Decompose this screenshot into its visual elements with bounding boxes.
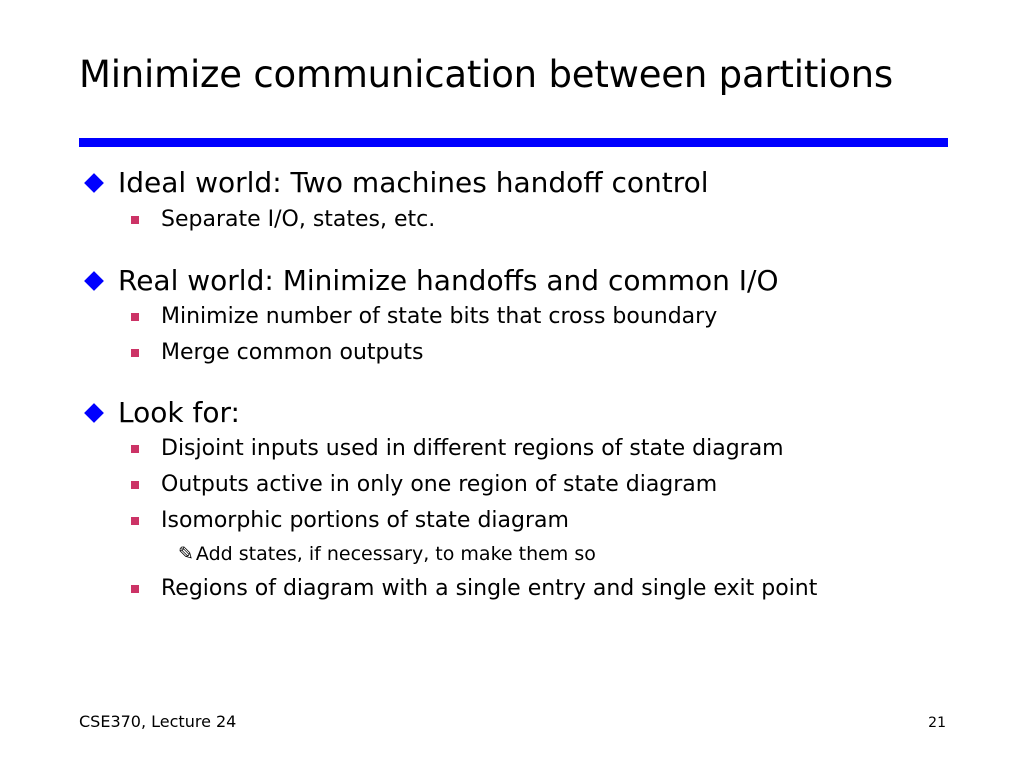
bullet-item xyxy=(82,395,240,431)
sub-bullet-item xyxy=(131,205,435,235)
diamond-bullet-icon xyxy=(84,403,104,423)
square-bullet-icon xyxy=(131,216,139,224)
sub-bullet-text: Merge common outputs xyxy=(161,340,424,365)
bullet-text: Real world: Minimize handoffs and common I/O xyxy=(118,264,779,297)
third-level-item xyxy=(178,541,596,567)
diamond-bullet-icon xyxy=(84,173,104,193)
bullet-item xyxy=(82,165,709,201)
bullet-text: Look for: xyxy=(118,396,240,429)
sub-bullet-item xyxy=(131,574,817,604)
square-bullet-icon xyxy=(131,349,139,357)
pencil-icon: ✎ xyxy=(178,543,194,565)
sub-bullet-item xyxy=(131,506,569,536)
square-bullet-icon xyxy=(131,481,139,489)
sub-bullet-text: Regions of diagram with a single entry and single exit point xyxy=(161,576,818,601)
square-bullet-icon xyxy=(131,313,139,321)
title-divider xyxy=(79,138,948,147)
third-level-text: Add states, if necessary, to make them so xyxy=(195,543,596,565)
bullet-item xyxy=(82,263,779,299)
square-bullet-icon xyxy=(131,517,139,525)
sub-bullet-item xyxy=(131,338,424,368)
sub-bullet-text: Outputs active in only one region of state diagram xyxy=(161,472,718,497)
sub-bullet-text: Disjoint inputs used in different regions of state diagram xyxy=(161,436,784,461)
slide-title: Minimize communication between partitions xyxy=(79,53,893,96)
diamond-bullet-icon xyxy=(84,271,104,291)
sub-bullet-item xyxy=(131,434,784,464)
square-bullet-icon xyxy=(131,585,139,593)
sub-bullet-text: Separate I/O, states, etc. xyxy=(161,207,436,232)
footer-page-number: 21 xyxy=(928,715,946,731)
bullet-text: Ideal world: Two machines handoff control xyxy=(118,166,709,199)
sub-bullet-text: Minimize number of state bits that cross boundary xyxy=(161,304,718,329)
square-bullet-icon xyxy=(131,445,139,453)
footer-course: CSE370, Lecture 24 xyxy=(79,712,237,731)
sub-bullet-item xyxy=(131,470,717,500)
sub-bullet-item xyxy=(131,302,717,332)
sub-bullet-text: Isomorphic portions of state diagram xyxy=(161,508,569,533)
